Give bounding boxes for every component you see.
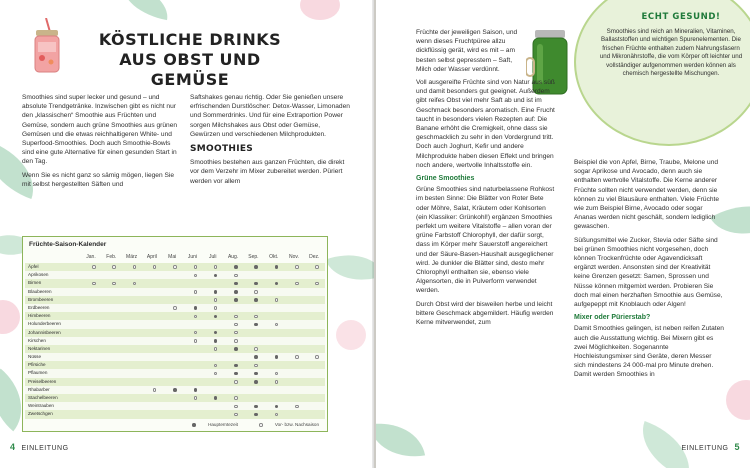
pre-season-dot [275,380,279,384]
fruit-name: Blaubeeren [28,288,52,294]
fruit-name: Pfirsiche [28,362,46,368]
pre-season-dot [254,290,258,294]
main-season-dot [234,290,238,294]
pre-season-dot [173,306,177,310]
legend-main [182,422,237,427]
fruit-name: Nektarinen [28,345,51,351]
title-line: AUS OBST UND GEMÜSE [119,50,261,89]
calendar-row [25,320,325,328]
paragraph: Smoothies bestehen aus ganzen Früchten, die direkt vor dem Verzehr im Mixer zubereitet werden. Püriert werden vor allem [190,159,345,185]
calendar-row [25,312,325,320]
page-footer [4,442,69,452]
pre-season-dot [173,265,177,269]
fruit-name: Äpfel [28,264,39,269]
pre-season-dot [194,315,198,319]
main-season-dot [254,413,258,417]
pre-season-dot [315,265,319,269]
main-season-dot [254,355,258,359]
main-season-dot [194,306,198,310]
calendar-row [25,337,325,345]
pre-season-dot [254,364,258,368]
pre-season-dot [234,331,238,335]
text-column [190,93,350,190]
main-season-dot [214,396,218,400]
pre-season-dot [194,396,198,400]
pre-season-dot [214,372,218,376]
main-season-dot [194,388,198,392]
fruit-name: Birnen [28,280,42,286]
calendar-row [25,361,325,369]
fruit-name: Weintrauben [28,403,54,409]
pre-dot-icon [259,423,263,427]
pre-season-dot [254,315,258,319]
pre-season-dot [234,413,238,417]
page-footer [681,442,746,452]
title-line: KÖSTLICHE DRINKS [98,30,282,49]
fruit-name: Pflaumen [28,370,48,376]
main-season-dot [234,347,238,351]
calendar-row [25,296,325,304]
calendar-month-label: Juni [187,254,198,260]
calendar-legend [172,422,319,427]
main-season-dot [275,405,279,409]
pre-season-dot [194,331,198,335]
pre-season-dot [194,339,198,343]
season-calendar [22,236,328,432]
leaf-decoration [376,416,425,464]
page-number: 5 [734,442,740,452]
main-season-dot [173,388,177,392]
fruit-name: Erdbeeren [28,304,50,310]
calendar-row [25,288,325,296]
calendar-month-label: Jan. [86,254,96,260]
pre-season-dot [112,282,116,286]
running-footer: EINLEITUNG [21,445,69,452]
calendar-rows [25,263,325,419]
pre-season-dot [214,306,218,310]
flower-decoration [300,0,340,20]
calendar-month-label: Sep. [248,254,259,260]
calendar-month-label: März [126,254,138,260]
pre-season-dot [275,298,279,302]
pre-season-dot [234,274,238,278]
pre-season-dot [214,265,218,269]
pre-season-dot [295,265,299,269]
text-column [416,28,556,331]
calendar-title: Früchte-Saison-Kalender [29,241,107,248]
pre-season-dot [254,347,258,351]
calendar-row [25,304,325,312]
main-season-dot [214,331,218,335]
pre-season-dot [275,372,279,376]
pre-season-dot [234,315,238,319]
fruit-name: Stachelbeeren [28,395,58,400]
pre-season-dot [153,265,157,269]
text-column [22,93,182,193]
main-season-dot [214,315,218,319]
calendar-month-label: Nov. [289,254,299,260]
info-box-text: Smoothies sind reich an Mineralien, Vitaminen, Ballaststoffen und wichtigen Spurenelementen. Die frischen Früchte enthalten zudem Nahrungsfasern und Mikronährstoffe, die vom Körper oft leichter und vollständiger aufgenommen werden können als chemisch hergestellte Mischungen. [599,28,743,78]
calendar-row [25,353,325,361]
calendar-month-label: Juli [209,254,217,260]
pre-season-dot [295,355,299,359]
smoothie-jar-image [30,18,64,74]
calendar-row [25,378,325,386]
pre-season-dot [234,380,238,384]
main-season-dot [234,364,238,368]
pre-season-dot [112,265,116,269]
pre-season-dot [214,298,218,302]
pre-season-dot [234,405,238,409]
fruit-name: Kirschen [28,337,46,343]
fruit-name: Holunderbeeren [28,321,61,327]
paragraph: Saftshakes genau richtig. Oder Sie genießen unsere erfrischenden Durstlöscher: Detox-Wasser, Limonaden und Sommerdrinks. Und für eine Extraportion Power sorgen Milchshakes aus Obst oder Gemüse, Gewürzen und verschiedenen Milchprodukten. [190,94,350,138]
calendar-month-label: Feb. [106,254,117,260]
calendar-months [81,254,325,262]
text-column [574,158,724,384]
calendar-month-label: Dez. [309,254,320,260]
paragraph: Durch Obst wird der bisweilen herbe und leicht bittere Geschmack abgemildert. Häufig werden Kerne mitverwendet, zum [416,300,554,327]
legend-pre [249,422,319,427]
main-season-dot [275,282,279,286]
main-season-dot [214,339,218,343]
pre-season-dot [92,282,96,286]
main-season-dot [275,355,279,359]
fruit-name: Brombeeren [28,296,54,302]
pre-season-dot [315,355,319,359]
flower-decoration [0,300,20,334]
main-season-dot [254,372,258,376]
pre-season-dot [315,282,319,286]
pre-season-dot [234,323,238,327]
calendar-row [25,345,325,353]
legend-label: Haupterntezeit [208,422,238,427]
fruit-name: Himbeeren [28,313,51,319]
page-title [80,30,300,90]
pre-season-dot [275,323,279,327]
main-season-dot [254,380,258,384]
main-season-dot [234,372,238,376]
calendar-row [25,402,325,410]
pre-season-dot [194,290,198,294]
right-page [376,0,750,468]
main-season-dot [254,265,258,269]
calendar-month-label: April [146,254,157,260]
main-season-dot [234,298,238,302]
main-season-dot [275,265,279,269]
fruit-name: Nüsse [28,354,42,360]
paragraph: Smoothies sind super lecker und gesund – und absolute Trendgetränke. Inzwischen gibt es nicht nur den „klassischen“ Smoothie aus Früchten und Gemüse, sondern auch grüne Smoothies aus grünen Gemüsen und die etwas reichhaltigeren White- und Superfood-Smoothies. Doch auch Smoothie-Bowls sind eine gute Alternative für einen gesunden Start in den Tag. [22,94,178,166]
main-season-dot [254,282,258,286]
fruit-name: Aprikosen [28,272,49,278]
leaf-decoration [326,243,374,293]
pre-season-dot [92,265,96,269]
paragraph: Wenn Sie es nicht ganz so sämig mögen, liegen Sie mit selbst hergestellten Säften und [22,171,174,188]
paragraph: Grüne Smoothies sind naturbelassene Rohkost im besten Sinne: Die Blätter von Roter Bete oder Möhre, Salat, Kräutern oder Kohlsorten (ein Klassiker: Grünkohl!) ergänzen Smoothies perfekt um weitere Vitalstoffe – allen voran der grüne Farbstoff Chlorophyll, der dafür sorgt, dass im Körper mehr Sauerstoff angereichert und der Säure-Basen-Haushalt ausgeglichener wird. Je dunkler die Blätter sind, desto mehr Chlorophyll enthalten sie, ebenso viele Algensorten, die in Pulverform verwendet werden. [416,186,555,295]
info-box-title: ECHT GESUND! [641,12,721,22]
main-season-dot [254,298,258,302]
pre-season-dot [133,265,137,269]
main-season-dot [214,274,218,278]
paragraph: Voll ausgereifte Früchte sind von Natur aus süß und damit besonders gut geeignet. Außerdem gibt reifes Obst viel mehr Saft ab und ist im Geschmack besonders aromatisch. Eine Frucht taucht in besonders vielen Rezepten auf: Die Banane erhöht die Cremigkeit, ohne dass sie geschmacklich zu sehr in den Vordergrund tritt. Doch auch Joghurt, Kefir und andere Milchprodukte haben diesen Effekt und bringen noch andere, wertvolle Inhaltsstoffe ein. [416,79,555,169]
main-dot-icon [192,423,196,427]
fruit-name: Johannisbeeren [28,329,61,335]
calendar-row [25,394,325,402]
pre-season-dot [194,265,198,269]
fruit-name: Rhabarber [28,386,50,392]
paragraph: Damit Smoothies gelingen, ist neben reifen Zutaten auch die Ausstattung wichtig. Bei Mixern gibt es zwei Möglichkeiten. Sogenannte Hochleistungsmixer sind Geräte, deren Messer sich mindestens 24 000-mal pro Minute drehen. Damit werden Smoothies in [574,325,724,379]
pre-season-dot [275,413,279,417]
fruit-name: Preiselbeeren [28,378,57,384]
pre-season-dot [133,282,137,286]
calendar-row [25,329,325,337]
section-heading: Mixer oder Pürierstab? [574,314,651,322]
calendar-month-label: Okt. [269,254,279,260]
main-season-dot [254,323,258,327]
calendar-row [25,369,325,377]
section-heading: SMOOTHIES [190,144,254,155]
main-season-dot [234,265,238,269]
calendar-month-label: Mai [168,254,177,260]
calendar-row [25,386,325,394]
section-heading: Grüne Smoothies [416,175,475,183]
calendar-month-label: Aug. [227,254,239,260]
calendar-row [25,263,325,271]
pre-season-dot [234,396,238,400]
main-season-dot [214,290,218,294]
calendar-row [25,271,325,279]
running-footer: EINLEITUNG [681,445,729,452]
flower-decoration [726,380,750,420]
main-season-dot [254,405,258,409]
pre-season-dot [295,282,299,286]
pre-season-dot [153,388,157,392]
paragraph: Früchte der jeweiligen Saison, und wenn dieses Fruchtpüree allzu dickflüssig gerät, wird es mit – am besten selbst gepresstem – Saft, Milch oder Wasser verdünnt. [416,29,518,73]
pre-season-dot [194,274,198,278]
paragraph: Beispiel die von Apfel, Birne, Traube, Melone und sogar Aprikose und Avocado, denn auch sie enthalten wertvolle Vitalstoffe. Die Kerne anderer Früchte sollten nicht verwendet werden, denn sie können zu viel Blausäure enthalten. Viele Früchte wie zum Beispiel Birne, Avocado oder sogar Ananas werden nicht geschält, sondern lediglich gewaschen. [574,159,720,231]
pre-season-dot [295,405,299,409]
fruit-name: Zwetschgen [28,411,53,417]
leaf-decoration [118,0,172,20]
calendar-row [25,410,325,418]
pre-season-dot [214,347,218,351]
pre-season-dot [234,339,238,343]
pre-season-dot [214,364,218,368]
legend-label: Vor- bzw. Nachsaison [274,422,319,427]
flower-decoration [336,320,366,350]
calendar-row [25,279,325,287]
main-season-dot [234,282,238,286]
left-page [0,0,374,468]
paragraph: Süßungsmittel wie Zucker, Stevia oder Säfte sind bei grünen Smoothies nicht vorgesehen, doch können Trockenfrüchte oder Agavendicksaft ergänzt werden. Ansonsten sind der Kreativität keine Grenzen gesetzt: Samen, Sprossen und Nüsse können mitgemixt werden. Probieren Sie doch mal einen herzhaften Smoothie aus Gemüse, aufgepeppt mit Knoblauch oder Algen! [574,236,723,309]
page-number: 4 [10,442,16,452]
